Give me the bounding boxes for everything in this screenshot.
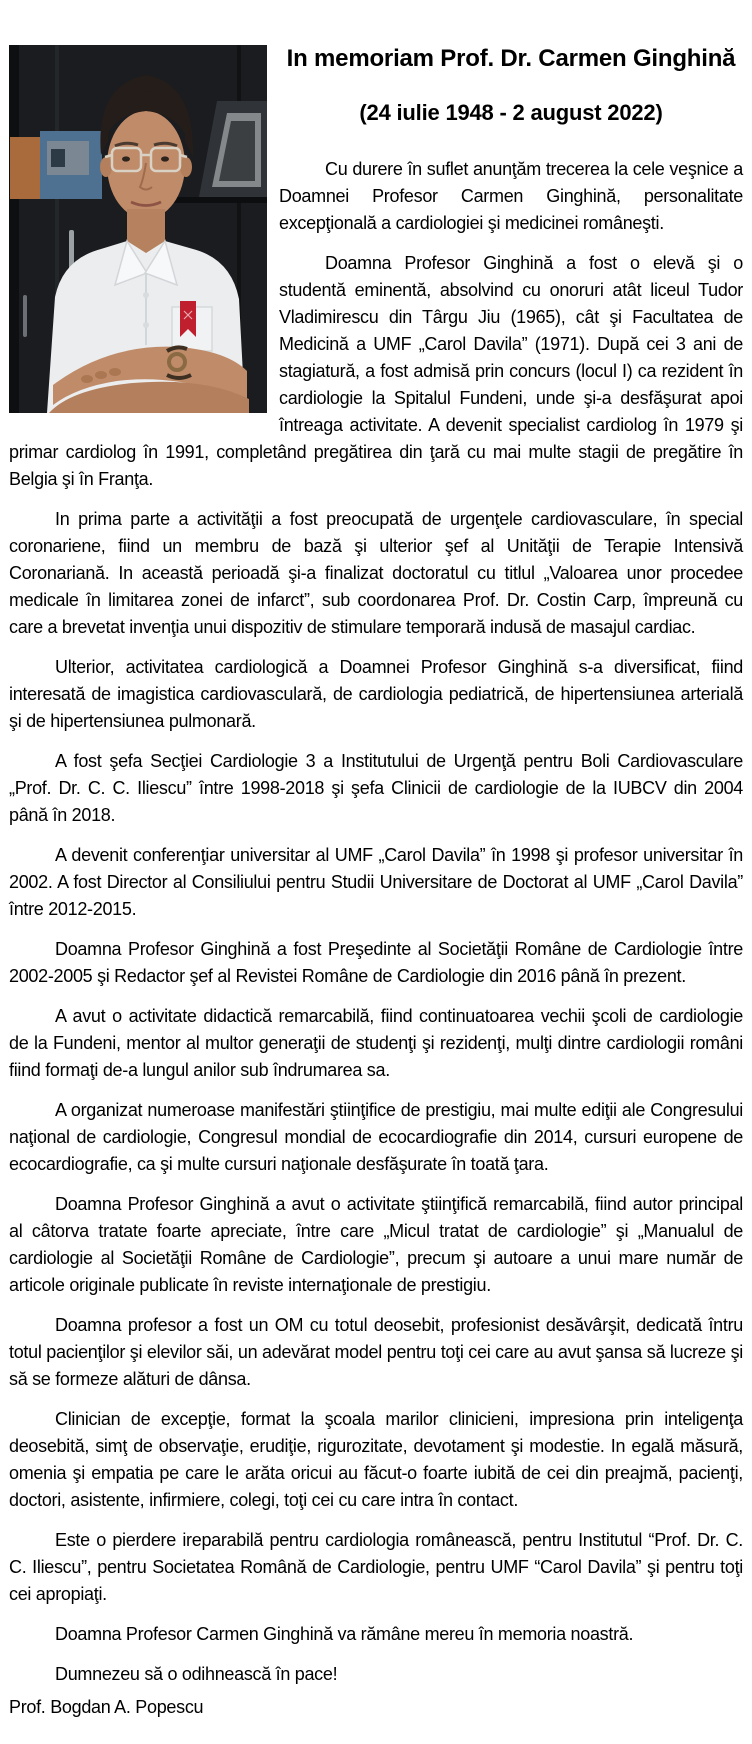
body-paragraph: A avut o activitate didactică remarcabilă, fiind continuatoarea vechii şcoli de cardiologie de la Fundeni, mentor al multor generaţii de studenţi şi rezidenţi, mulţi dintre cardiologii români fiind formaţi de-a lungul anilor sub îndrumarea sa. [9,1006,743,1080]
signature-line: Prof. Bogdan A. Popescu [9,1697,204,1717]
red-ribbon-badge [172,301,212,351]
body-paragraph: Dumnezeu să o odihnească în pace! [55,1664,338,1684]
shelf-box [10,131,102,199]
body-paragraph: Ulterior, activitatea cardiologică a Doamnei Profesor Ginghină s-a diversificat, fiind interesată de imagistica cardiovasculară, de cardiologia pediatrică, de hipertensiunea arterială şi de hipertensiunea pulmonară. [9,657,743,731]
body-paragraph: A fost şefa Secţiei Cardiologie 3 a Institutului de Urgenţă pentru Boli Cardiovasculare „Prof. Dr. C. C. Iliescu” între 1998-2018 şi şefa Clinicii de cardiologie de la IUBCV din 2004 până în 2018. [9,751,743,825]
body-paragraph: Doamna Profesor Ginghină a fost o elevă şi o studentă eminentă, absolvind cu onoruri atât liceul Tudor Vladimirescu din Târgu Jiu (1965), cât şi Facultatea de Medicină a UMF „Carol Davila” (1971). După cei 3 ani de stagiatură, a fost admisă prin concurs (locul I) ca rezident în cardiologie la Spitalul Fundeni, unde şi-a desfăşurat apoi întreaga activitate. A devenit specialist cardiolog în 1979 şi primar cardiolog în 1991, completând pregătirea din ţară cu mai multe stagii de pregătire în Belgia şi în Franţa. [9,253,743,489]
body-paragraph: Doamna Profesor Ginghină a avut o activitate ştiinţifică remarcabilă, fiind autor principal al câtorva tratate foarte apreciate, între care „Micul tratat de cardiologie” şi „Manualul de cardiologie al Societăţii Române de Cardiologie”, precum şi autoare a unui mare număr de articole originale publicate în reviste internaţionale de prestigiu. [9,1194,743,1295]
body-paragraph: Este o pierdere ireparabilă pentru cardiologia românească, pentru Institutul “Prof. Dr. C. C. Iliescu”, pentru Societatea Română de Cardiologie, pentru UMF “Carol Davila” şi pentru toţi cei apropiaţi. [9,1530,743,1604]
body-paragraph: A devenit conferenţiar universitar al UMF „Carol Davila” în 1998 şi profesor universitar în 2002. A fost Director al Consiliului pentru Studii Universitare de Doctorat al UMF „Carol Davila” între 2012-2015. [9,845,743,919]
body-paragraph: In prima parte a activităţii a fost preocupată de urgenţele cardiovasculare, în special coronariene, fiind un membru de bază şi ulterior şef al Unităţii de Terapie Intensivă Coronariană. In această perioadă şi-a finalizat doctoratul cu titlul „Valoarea unor procedee medicale în limitarea zonei de infarct”, sub coordonarea Prof. Dr. Costin Carp, împreună cu care a brevetat invenţia unui dispozitiv de stimulare temporară indusă de masajul cardiac. [9,509,743,637]
portrait-photo [9,45,267,413]
body-paragraph: Doamna Profesor Ginghină a fost Preşedinte al Societăţii Române de Cardiologie între 2002-2005 şi Redactor şef al Revistei Române de Cardiologie din 2016 până în prezent. [9,939,743,986]
body-paragraph: A organizat numeroase manifestări ştiinţifice de prestigiu, mai multe ediţii ale Congresului naţional de cardiologie, Congresul mondial de ecocardiografie din 2014, cursuri europene de ecocardiografie, ca şi multe cursuri naţionale desfăşurate în toată ţara. [9,1100,743,1174]
page-title: In memoriam Prof. Dr. Carmen Ginghină [286,45,736,72]
dates-line: (24 iulie 1948 - 2 august 2022) [359,100,663,125]
body-paragraph: Doamna profesor a fost un OM cu totul deosebit, profesionist desăvârşit, dedicată întru totul pacienţilor şi elevilor săi, un adevărat model pentru toţi cei care au avut şansa să lucreze şi să se formeze alături de dânsa. [9,1315,743,1389]
body-paragraph: Doamna Profesor Carmen Ginghină va rămâne mereu în memoria noastră. [55,1624,634,1644]
body-paragraph: Clinician de excepţie, format la şcoala marilor clinicieni, impresiona prin inteligenţa deosebită, simţ de observaţie, erudiţie, rigurozitate, devotament şi modestie. In egală măsură, omenia şi empatia pe care le arăta oricui au făcut-o foarte iubită de cei din preajmă, pacienţi, doctori, asistente, infirmiere, colegi, toţi cei cu care intra în contact. [9,1409,743,1510]
body-paragraph: Cu durere în suflet anunţăm trecerea la cele veşnice a Doamnei Profesor Carmen Ginghină, personalitate excepţională a cardiologiei şi medicinei româneşti. [279,159,743,233]
